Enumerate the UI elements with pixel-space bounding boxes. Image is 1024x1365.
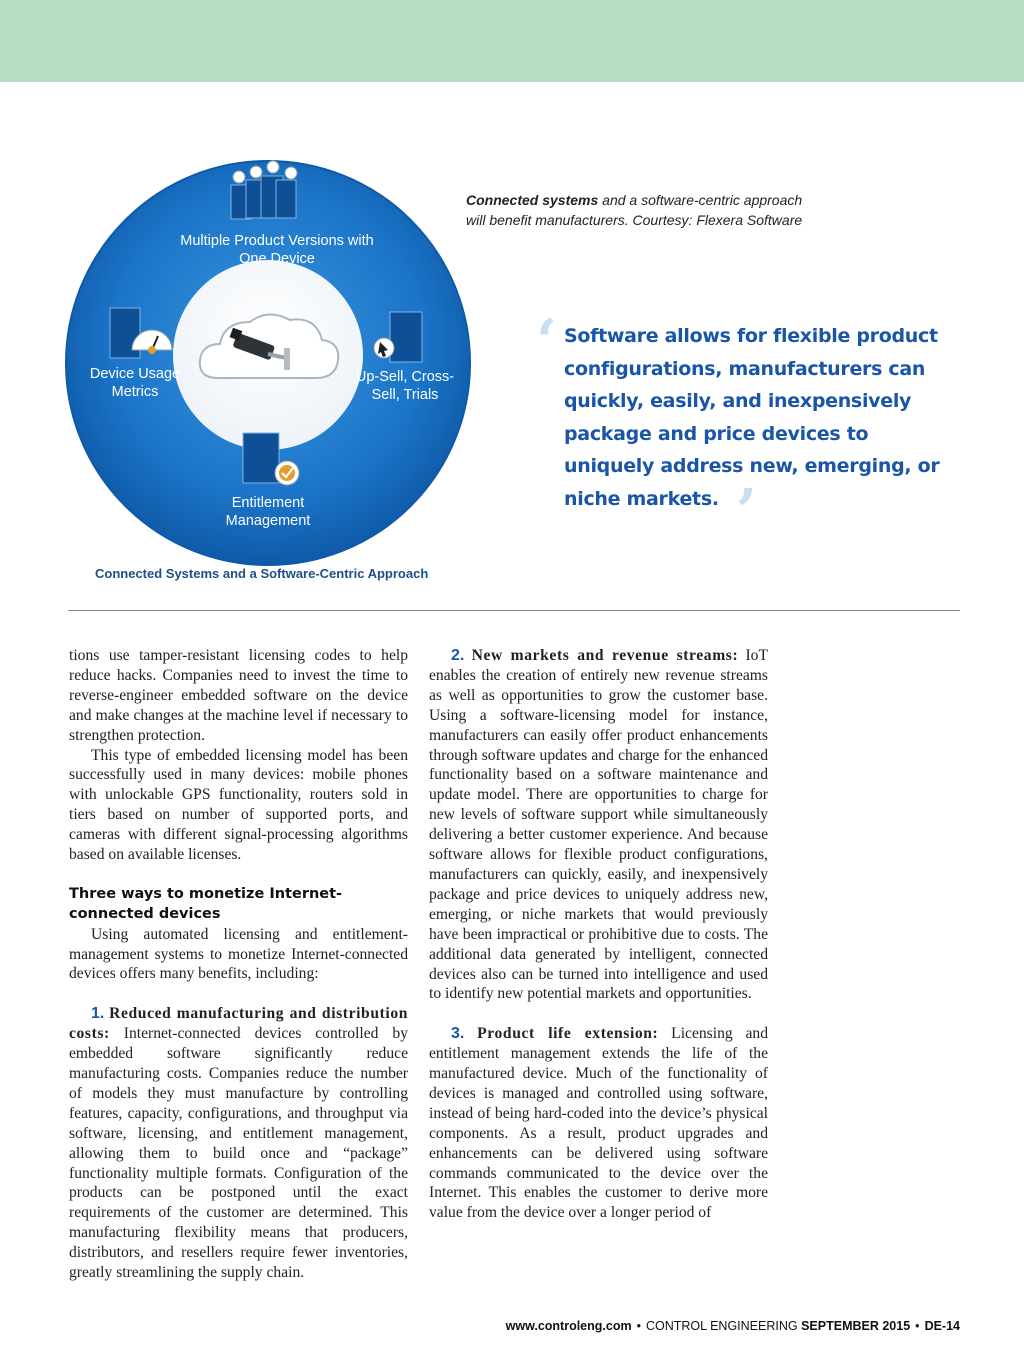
pull-quote-text: Software allows for flexible product configurations, manufacturers can quickly, easily, and inexpensively package and price devices to uniquely address new, emerging, or niche markets. (564, 325, 940, 510)
left-column (69, 646, 408, 1283)
paragraph: This type of embedded licensing model has been successfully used in many devices: mobile phones with unlockable GPS functionality, routers sold in tiers based on number of supported ports, and cameras with different signal-processing algorithms based on available licenses. (69, 746, 408, 864)
label-upsell-line2: Sell, Trials (371, 387, 439, 403)
label-upsell (348, 368, 462, 404)
figure-caption-rest: and a software-centric approach (598, 192, 803, 208)
label-entitlement (208, 494, 328, 530)
footer-page-number: DE-14 (924, 1319, 960, 1333)
item-text: Licensing and entitlement management extends the life of the manufactured device. Much of the functionality of devices is managed and controlled using software, instead of being hard-coded into the device’s physical components. As a result, product upgrades and enhancements can be delivered using software commands communicated to the device over the Internet. This enables the customer to derive more value from the device over a longer period of (429, 1025, 768, 1222)
item-number: 2. (451, 647, 465, 664)
open-quote-icon: ‘ (536, 307, 557, 377)
label-entitlement-line2: Management (225, 513, 311, 529)
item-title: Reduced manufacturing and distribution costs: (69, 1005, 408, 1043)
page-footer (506, 1319, 960, 1333)
footer-url: www.controleng.com (505, 1319, 632, 1333)
footer-publication: CONTROL ENGINEERING (645, 1319, 798, 1333)
label-entitlement-line1: Entitlement (231, 495, 305, 511)
diagram-caption: Connected Systems and a Software-Centric Approach (95, 566, 429, 581)
label-product-versions-line2: One Device (239, 251, 315, 267)
subheading: Three ways to monetize Internet-connected devices (69, 885, 343, 922)
item-text: Internet-connected devices controlled by embedded software significantly reduce manufacturing costs. Companies reduce the number of models they must manufacture by controlling features, capacity, configurations, and throughput via software, licensing, and entitlement management, allowing them to build once and “package” functionality multiple formats. Configuration of the products can be postponed until the exact requirements of the customer are determined. This manufacturing flexibility means that producers, distributors, and resellers require fewer inventories, greatly streamlining the supply chain. (69, 1025, 408, 1282)
header-band (0, 0, 1024, 82)
item-title: New markets and revenue streams: (471, 647, 739, 664)
right-column (429, 646, 768, 1223)
list-item-1 (69, 1004, 408, 1283)
item-title: Product life extension: (477, 1025, 659, 1043)
label-device-usage (80, 365, 190, 401)
label-upsell-line1: Up-Sell, Cross- (355, 369, 455, 385)
figure-caption-bold: Connected systems (466, 192, 599, 208)
footer-issue: SEPTEMBER 2015 (801, 1319, 911, 1333)
label-device-usage-line2: Metrics (111, 384, 159, 400)
bullet-icon: • (915, 1319, 920, 1333)
paragraph: Using automated licensing and entitlement-management systems to monetize Internet-connected devices offers many benefits, including: (69, 925, 408, 983)
bullet-icon: • (636, 1319, 641, 1333)
item-number: 3. (451, 1025, 465, 1043)
connected-systems-diagram (58, 150, 478, 590)
paragraph: tions use tamper-resistant licensing codes to help reduce hacks. Companies need to invest the time to reverse-engineer embedded software on the device and make changes at the machine level if necessary to strengthen protection. (69, 647, 408, 744)
label-product-versions (170, 232, 384, 268)
section-divider (68, 610, 960, 611)
item-number: 1. (91, 1005, 105, 1023)
figure-caption (466, 190, 886, 230)
figure-caption-line2: will benefit manufacturers. Courtesy: Flexera Software (466, 212, 803, 228)
label-product-versions-line1: Multiple Product Versions with (180, 233, 374, 249)
list-item-3 (429, 1024, 768, 1223)
close-quote-icon: ’ (736, 477, 757, 547)
label-device-usage-line1: Device Usage (89, 366, 181, 382)
item-text: IoT enables the creation of entirely new revenue streams as well as opportunities to grow the customer base. Using a software-licensing model for instance, manufacturers can easily offer product enhancements through software updates and charge for the enhanced functionality based on a software maintenance and update model. There are opportunities to charge for new levels of software support while simultaneously delivering a better customer experience. And because software allows for flexible product configurations, manufacturers can quickly, easily, and inexpensively package and price devices to uniquely address new, emerging, or niche markets that would previously have been impractical or prohibitive due to costs. The additional data generated by intelligent, connected devices also can be turned into intelligence and used to identify new potential markets and opportunities. (429, 647, 768, 1003)
list-item-2 (429, 646, 768, 1004)
